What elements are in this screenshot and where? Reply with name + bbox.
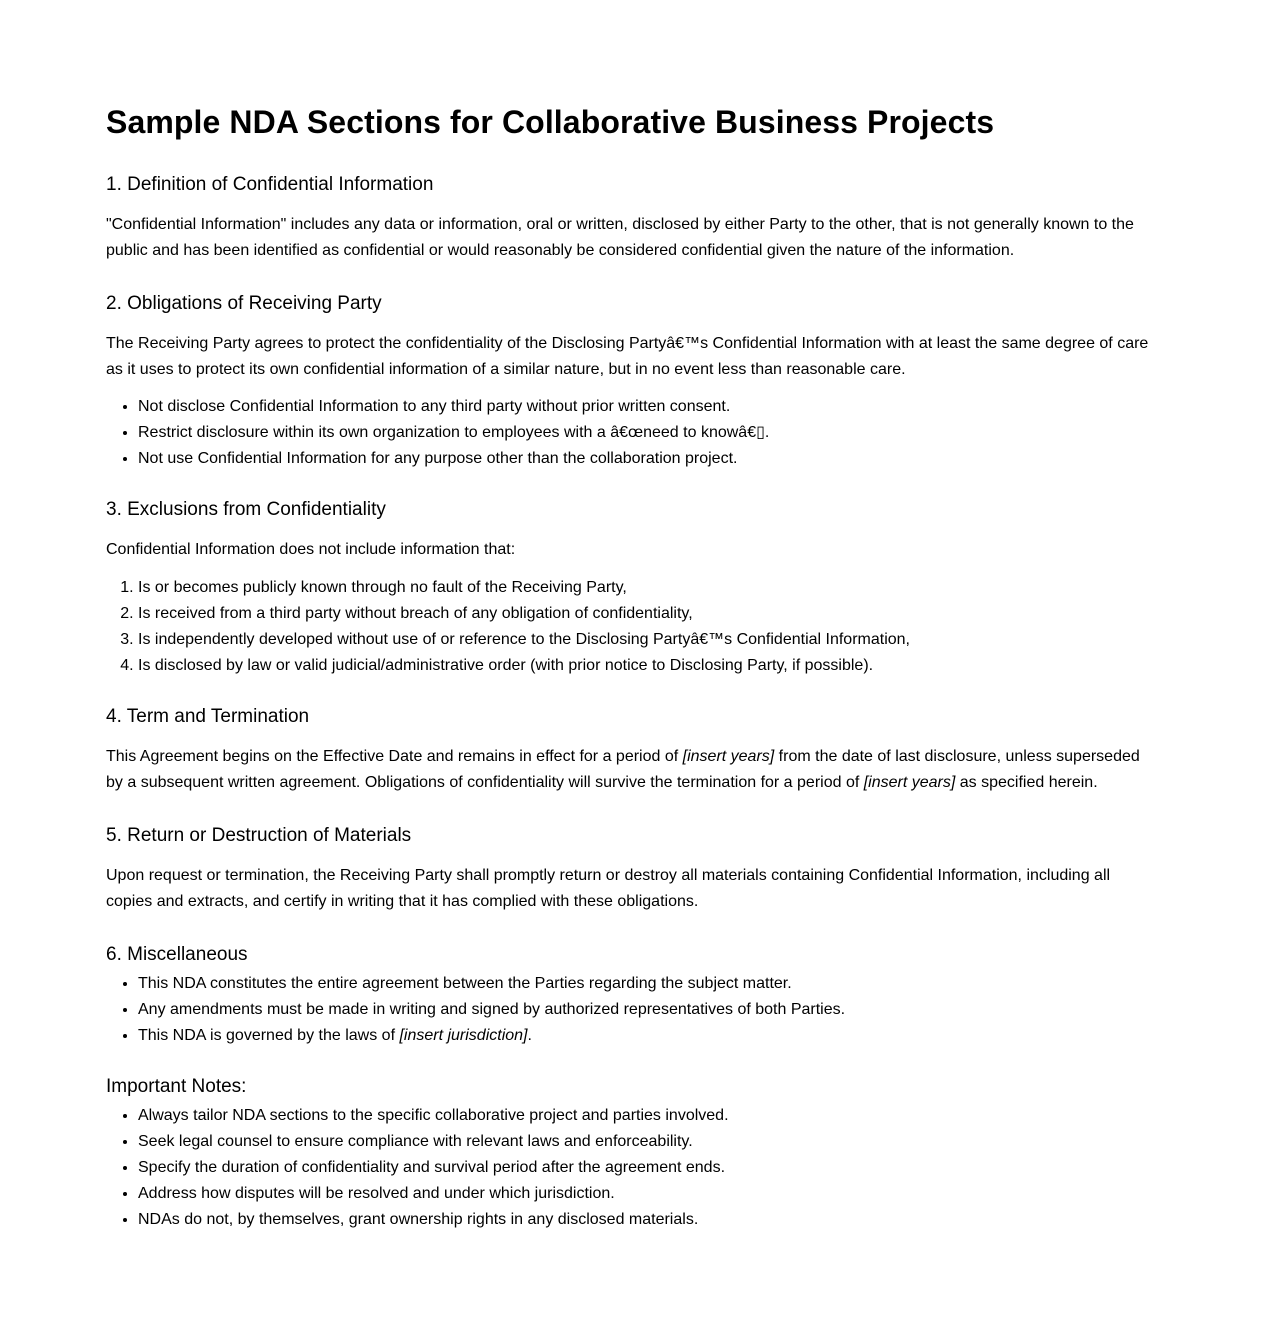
list-item: • Not disclose Confidential Information to any third party without prior written consent. (138, 394, 1152, 420)
list-item: • NDAs do not, by themselves, grant ownership rights in any disclosed materials. (138, 1207, 1152, 1233)
list-item: • Not use Confidential Information for any purpose other than the collaboration project. (138, 446, 1152, 472)
placeholder-insert-years: [insert years] (682, 748, 775, 765)
section-4-heading: 4. Term and Termination (106, 706, 310, 727)
list-item: • Restrict disclosure within its own organization to employees with a â€œneed to knowâ€▯. (138, 420, 1152, 446)
list-item: 3. Is independently developed without use of or reference to the Disclosing Partyâ€™s Confidential Information, (138, 627, 1152, 653)
section-6-heading: 6. Miscellaneous (106, 944, 248, 965)
list-item: • Any amendments must be made in writing and signed by authorized representatives of both Parties. (138, 997, 1152, 1023)
section-3-heading: 3. Exclusions from Confidentiality (106, 499, 386, 520)
section-3-numbered-list (106, 575, 1152, 679)
section-1-paragraph: "Confidential Information" includes any data or information, oral or written, disclosed by either Party to the other, that is not generally known to the public and has been identified as confidential or would reasonably be considered confidential given the nature of the information. (106, 216, 1134, 259)
section-2-heading: 2. Obligations of Receiving Party (106, 293, 382, 314)
section-4-paragraph: This Agreement begins on the Effective Date and remains in effect for a period of [insert years] from the date of last disclosure, unless superseded by a subsequent written agreement. Obligations of confidentiality will survive the termination for a period of [insert years] as specified herein. (106, 748, 1140, 791)
list-item: • This NDA constitutes the entire agreement between the Parties regarding the subject matter. (138, 971, 1152, 997)
section-2-bullet-list (106, 394, 1152, 472)
section-5-heading: 5. Return or Destruction of Materials (106, 825, 412, 846)
list-item: • Always tailor NDA sections to the specific collaborative project and parties involved. (138, 1103, 1152, 1129)
page-title: Sample NDA Sections for Collaborative Business Projects (106, 104, 995, 140)
list-item: 4. Is disclosed by law or valid judicial/administrative order (with prior notice to Disclosing Party, if possible). (138, 653, 1152, 679)
section-6-bullet-list (106, 971, 1152, 1049)
list-item: • Seek legal counsel to ensure compliance with relevant laws and enforceability. (138, 1129, 1152, 1155)
section-5-paragraph: Upon request or termination, the Receiving Party shall promptly return or destroy all materials containing Confidential Information, including all copies and extracts, and certify in writing that it has complied with these obligations. (106, 867, 1111, 910)
list-item: 2. Is received from a third party without breach of any obligation of confidentiality, (138, 601, 1152, 627)
placeholder-insert-jurisdiction: [insert jurisdiction] (399, 1027, 528, 1044)
section-2-paragraph: The Receiving Party agrees to protect the confidentiality of the Disclosing Partyâ€™s Confidential Information with at least the same degree of care as it uses to protect its own confidential information of a similar nature, but in no event less than reasonable care. (106, 335, 1149, 378)
list-item: 1. Is or becomes publicly known through no fault of the Receiving Party, (138, 575, 1152, 601)
section-1-heading: 1. Definition of Confidential Information (106, 174, 434, 195)
list-item: • This NDA is governed by the laws of [insert jurisdiction]. (138, 1023, 1152, 1049)
placeholder-insert-years: [insert years] (863, 774, 956, 791)
section-3-paragraph: Confidential Information does not include information that: (106, 541, 516, 558)
list-item: • Address how disputes will be resolved and under which jurisdiction. (138, 1181, 1152, 1207)
list-item: • Specify the duration of confidentiality and survival period after the agreement ends. (138, 1155, 1152, 1181)
important-notes-heading: Important Notes: (106, 1076, 247, 1097)
important-notes-list (106, 1103, 1152, 1233)
